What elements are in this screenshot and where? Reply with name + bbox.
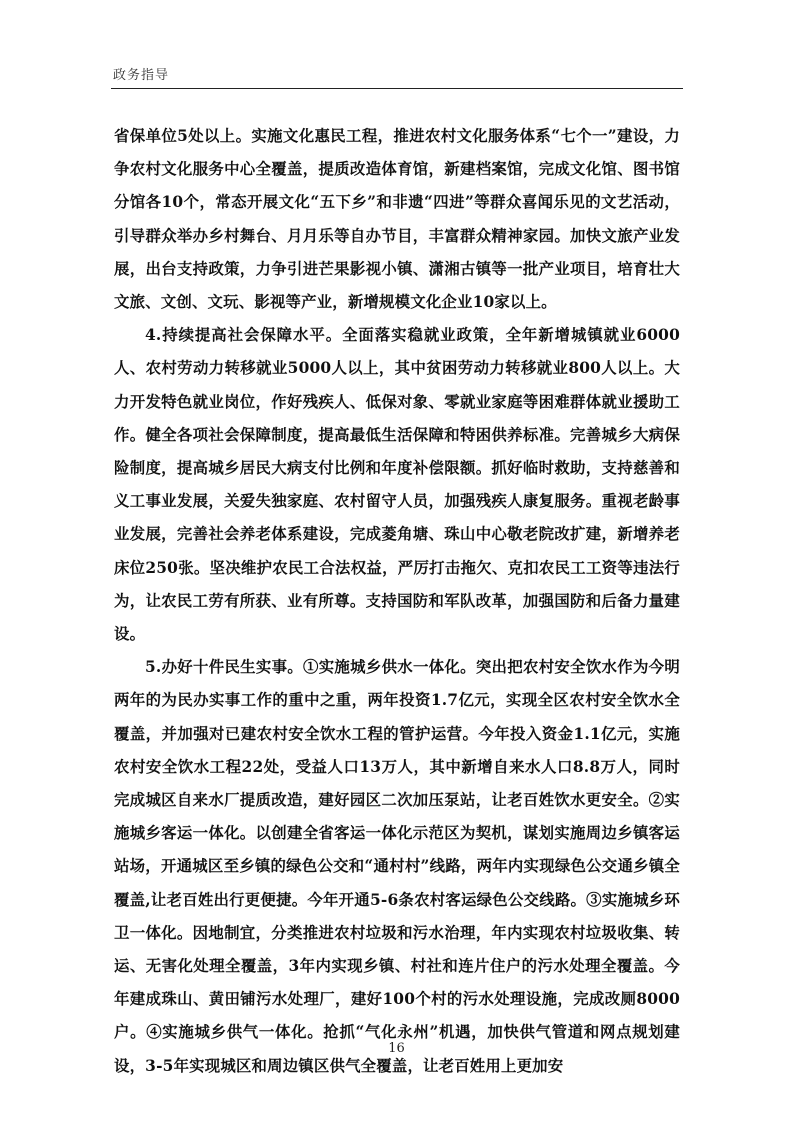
body-text: [114, 120, 680, 1083]
running-header: [111, 64, 683, 86]
paragraph-culture: 省保单位5处以上。实施文化惠民工程，推进农村文化服务体系“七个一”建设，力争农村文化服务中心全覆盖，提质改造体育馆，新建档案馆，完成文化馆、图书馆分馆各10个，常态开展文化“五下乡”和非遗“四进”等群众喜闻乐见的文艺活动，引导群众举办乡村舞台、月月乐等自办节目，丰富群众精神家园。加快文旅产业发展，出台支持政策，力争引进芒果影视小镇、潇湘古镇等一批产业项目，培育壮大文旅、文创、文玩、影视等产业，新增规模文化企业10家以上。: [114, 127, 680, 312]
page-number: 16: [388, 1041, 405, 1056]
paragraph-social-security: 4.持续提高社会保障水平。全面落实稳就业政策，全年新增城镇就业6000人、农村劳动力转移就业5000人以上，其中贫困劳动力转移就业800人以上。大力开发特色就业岗位，作好残疾人、低保对象、零就业家庭等困难群体就业援助工作。健全各项社会保障制度，提高最低生活保障和特困供养标准。完善城乡大病保险制度，提高城乡居民大病支付比例和年度补偿限额。抓好临时救助，支持慈善和义工事业发展，关爱失独家庭、农村留守人员，加强残疾人康复服务。重视老龄事业发展，完善社会养老体系建设，完成菱角塘、珠山中心敬老院改扩建，新增养老床位250张。坚决维护农民工合法权益，严厉打击拖欠、克扣农民工工资等违法行为，让农民工劳有所获、业有所尊。支持国防和军队改革，加强国防和后备力量建设。: [114, 326, 680, 644]
header-title: 政务指导: [113, 68, 170, 83]
paragraph-livelihood-projects: 5.办好十件民生实事。①实施城乡供水一体化。突出把农村安全饮水作为今明两年的为民办实事工作的重中之重，两年投资1.7亿元，实现全区农村安全饮水全覆盖，并加强对已建农村安全饮水工程的管护运营。今年投入资金1.1亿元，实施农村安全饮水工程22处，受益人口13万人，其中新增自来水人口8.8万人，同时完成城区自来水厂提质改造，建好园区二次加压泵站，让老百姓饮水更安全。②实施城乡客运一体化。以创建全省客运一体化示范区为契机，谋划实施周边乡镇客运站场，开通城区至乡镇的绿色公交和“通村村”线路，两年内实现绿色公交通乡镇全覆盖,让老百姓出行更便捷。今年开通5-6条农村客运绿色公交线路。③实施城乡环卫一体化。因地制宜，分类推进农村垃圾和污水治理，年内实现农村垃圾收集、转运、无害化处理全覆盖，3年内实现乡镇、村社和连片住户的污水处理全覆盖。今年建成珠山、黄田铺污水处理厂，建好100个村的污水处理设施，完成改厕8000户。④实施城乡供气一体化。抢抓“气化永州”机遇，加快供气管道和网点规划建设，3-5年实现城区和周边镇区供气全覆盖，让老百姓用上更加安: [114, 658, 680, 1075]
header-divider: [111, 88, 683, 89]
